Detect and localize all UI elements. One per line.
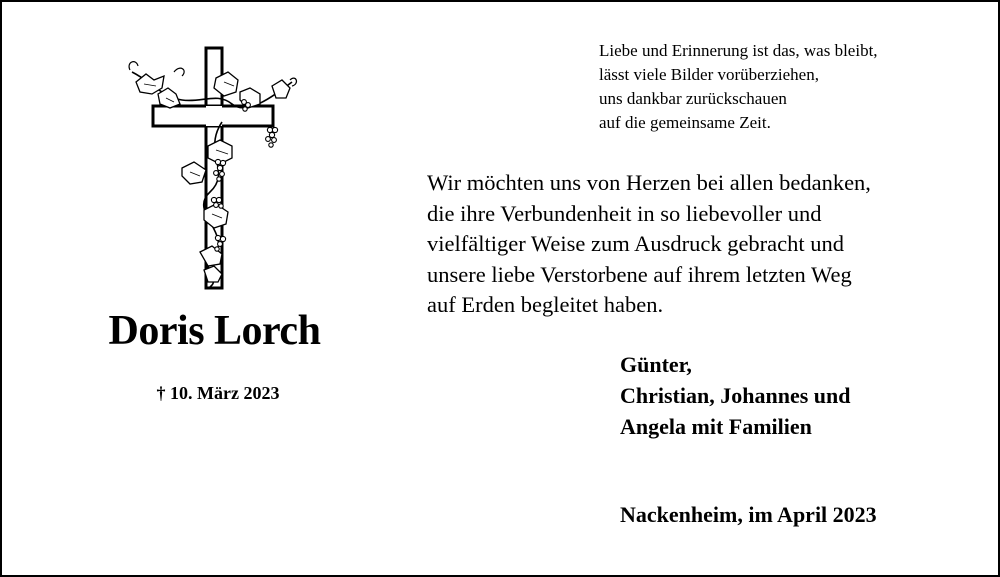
place-and-date: Nackenheim, im April 2023 [620, 502, 877, 527]
thank-you-text [427, 168, 987, 321]
poem-line: Liebe und Erinnerung ist das, was bleibt, [599, 41, 878, 60]
family-signatures [620, 349, 980, 442]
signer-line: Angela mit Familien [620, 414, 812, 439]
cross-with-vine-icon [122, 42, 302, 292]
thanks-line: Wir möchten uns von Herzen bei allen bedanken, [427, 170, 871, 195]
thanks-line: auf Erden begleitet haben. [427, 292, 664, 317]
death-date: † 10. März 2023 [156, 383, 280, 403]
thanks-line: die ihre Verbundenheit in so liebevoller und [427, 200, 822, 226]
thanks-line: vielfältiger Weise zum Ausdruck gebracht und [427, 231, 845, 256]
poem-line: uns dankbar zurückschauen [599, 89, 787, 108]
deceased-name: Doris Lorch [108, 308, 321, 354]
signer-line: Christian, Johannes und [620, 383, 851, 408]
poem-line: auf die gemeinsame Zeit. [599, 113, 771, 132]
thanks-line: unsere liebe Verstorbene auf ihrem letzten Weg [427, 261, 852, 287]
signer-line: Günter, [620, 352, 692, 377]
memorial-poem [599, 39, 979, 135]
poem-line: lässt viele Bilder vorüberziehen, [599, 65, 819, 84]
